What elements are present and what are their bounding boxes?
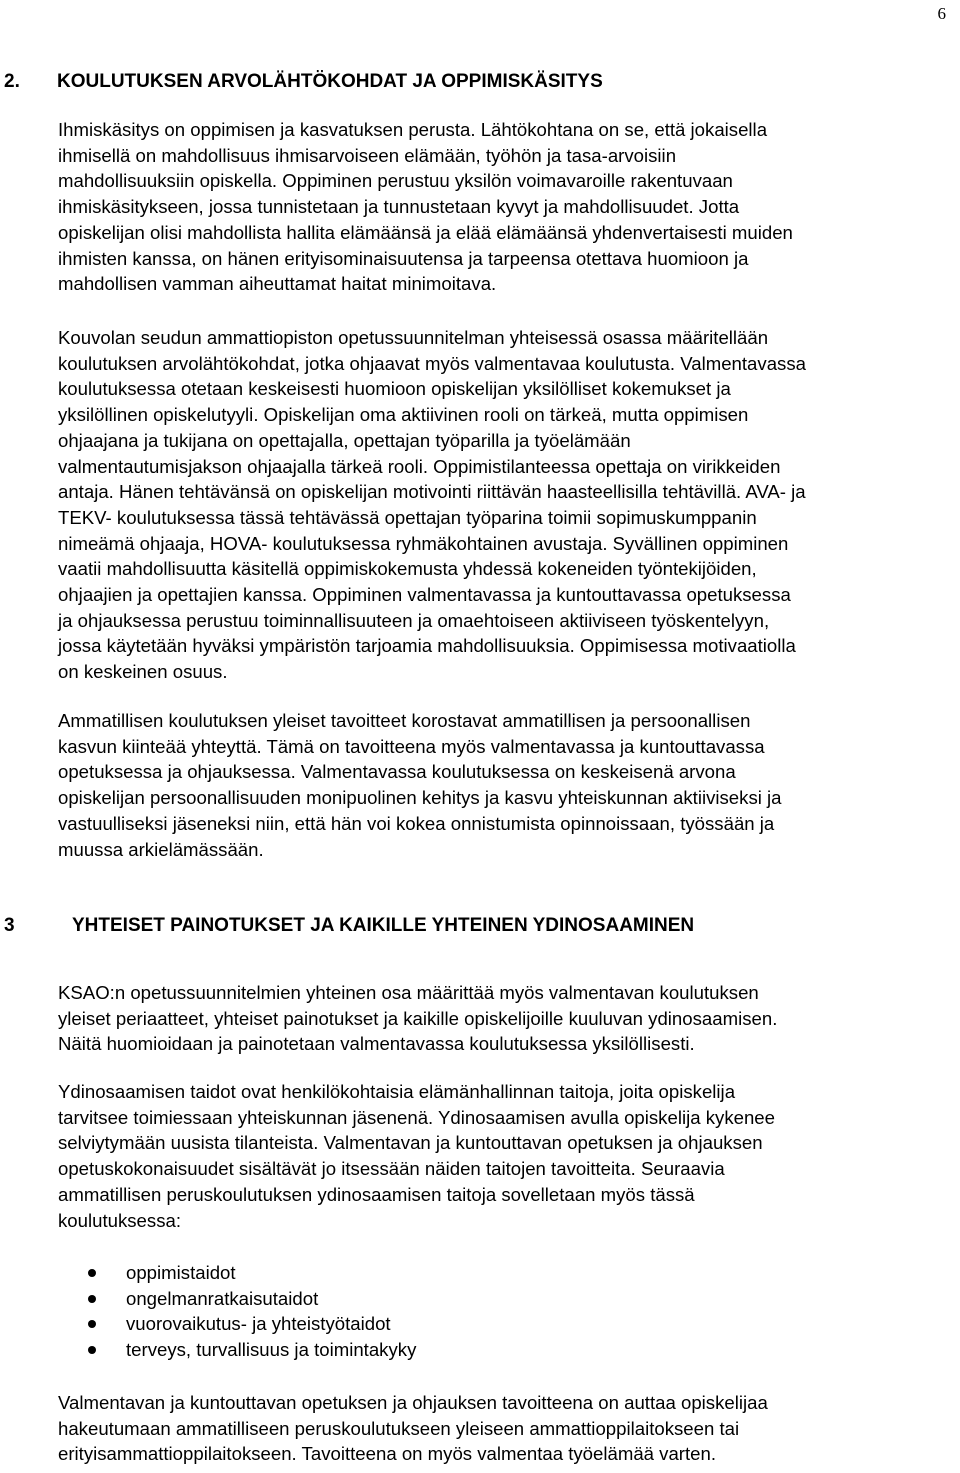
text-line: ihmisellä on mahdollisuus ihmisarvoiseen elämään, työhön ja tasa-arvoisiin [58, 144, 677, 166]
text-line: opetuskokonaisuudet sisältävät jo itsessään näiden taitojen tavoitteita. Seuraavia [58, 1158, 725, 1180]
section-3-paragraph-3 [58, 1390, 936, 1467]
text-line: mahdollisuuksiin opiskella. Oppiminen perustuu yksilön voimavaroille rakentuvaan [58, 170, 733, 192]
text-line: ohjaajien ja opettajien kanssa. Oppiminen valmentavassa ja kuntouttavassa opetuksessa [58, 584, 791, 606]
list-item [88, 1260, 416, 1286]
text-line: Ihmiskäsitys on oppimisen ja kasvatuksen perusta. Lähtökohtana on se, että jokaisella [58, 119, 768, 140]
text-line: ja ohjauksessa perustuu toiminnallisuuteen ja omaehtoiseen aktiiviseen työskentelyyn, [58, 609, 770, 631]
text-line: KSAO:n opetussuunnitelmien yhteinen osa määrittää myös valmentavan koulutuksen [58, 982, 759, 1003]
text-line: opiskelijan persoonallisuuden monipuolinen kehitys ja kasvu yhteiskunnan aktiiviseksi ja [58, 787, 782, 809]
bullet-icon [88, 1346, 96, 1354]
list-item [88, 1337, 416, 1363]
text-line: Kouvolan seudun ammattiopiston opetussuunnitelman yhteisessä osassa määritellään [58, 327, 769, 348]
section-2-paragraph-3 [58, 708, 936, 862]
list-item-text: vuorovaikutus- ja yhteistyötaidot [126, 1313, 391, 1335]
section-2-number: 2. [4, 71, 20, 92]
text-line: yksilöllinen opiskelutyyli. Opiskelijan oma aktiivinen rooli on tärkeä, mutta oppimisen [58, 404, 749, 426]
list-item [88, 1286, 416, 1312]
text-line: ohjaajana ja tukijana on opettajalla, opettajan työparilla ja työelämään [58, 429, 631, 451]
text-line: TEKV- koulutuksessa tässä tehtävässä opettajan työparina toimii sopimuskumppanin [58, 506, 757, 528]
text-line: yleiset periaatteet, yhteiset painotukset ja kaikille opiskelijoille kuuluvan ydinosaamisen. [58, 1007, 778, 1029]
text-line: tarvitsee toimiessaan yhteiskunnan jäsenenä. Ydinosaamisen avulla opiskelija kykenee [58, 1106, 775, 1128]
list-item [88, 1311, 416, 1337]
text-line: mahdollisen vamman aiheuttamat haitat minimoitava. [58, 273, 497, 295]
section-3-paragraph-2 [58, 1079, 936, 1233]
text-line: Ammatillisen koulutuksen yleiset tavoitteet korostavat ammatillisen ja persoonallisen [58, 710, 751, 731]
section-3-number: 3 [4, 915, 15, 936]
section-2-heading [4, 70, 603, 94]
text-line: ihmiskäsitykseen, jossa tunnistetaan ja tunnustetaan kyvyt ja mahdollisuudet. Jotta [58, 196, 740, 218]
text-line: nimeämä ohjaaja, HOVA- koulutuksessa ryhmäkohtainen avustaja. Syvällinen oppiminen [58, 532, 789, 554]
bullet-icon [88, 1320, 96, 1328]
text-line: muussa arkielämässään. [58, 838, 264, 860]
text-line: vaatii mahdollisuutta käsitellä oppimiskokemusta yhdessä kokeneiden työntekijöiden, [58, 558, 757, 580]
text-line: ihmisten kanssa, on hänen erityisominaisuutensa ja tarpeensa otettava huomioon ja [58, 247, 749, 269]
text-line: Näitä huomioidaan ja painotetaan valmentavassa koulutuksessa yksilöllisesti. [58, 1033, 695, 1055]
section-2-title: KOULUTUKSEN ARVOLÄHTÖKOHDAT JA OPPIMISKÄSITYS [57, 71, 603, 92]
section-2-paragraph-1 [58, 117, 936, 297]
section-3-title: YHTEISET PAINOTUKSET JA KAIKILLE YHTEINEN YDINOSAAMINEN [72, 915, 695, 936]
section-2-paragraph-2 [58, 325, 936, 685]
text-line: koulutuksessa: [58, 1209, 181, 1231]
text-line: valmentautumisjakson ohjaajalla tärkeä rooli. Oppimistilanteessa opettaja on virikkeiden [58, 455, 781, 477]
text-line: erityisammattioppilaitokseen. Tavoitteena on myös valmentaa työelämää varten. [58, 1443, 717, 1465]
section-3-paragraph-1 [58, 980, 936, 1057]
text-line: Valmentavan ja kuntouttavan opetuksen ja ohjauksen tavoitteena on auttaa opiskelijaa [58, 1392, 768, 1413]
bullet-icon [88, 1295, 96, 1303]
text-line: ammatillisen peruskoulutuksen ydinosaamisen taitoja sovelletaan myös tässä [58, 1183, 695, 1205]
list-item-text: terveys, turvallisuus ja toimintakyky [126, 1339, 417, 1361]
list-item-text: oppimistaidot [126, 1262, 236, 1283]
text-line: opetuksessa ja ohjauksessa. Valmentavassa koulutuksessa on keskeisenä arvona [58, 761, 736, 783]
page-number: 6 [937, 4, 946, 23]
section-3-heading [4, 914, 694, 938]
text-line: koulutuksen arvolähtökohdat, jotka ohjaavat myös valmentavaa koulutusta. Valmentavassa [58, 352, 806, 374]
text-line: jossa käytetään hyväksi ympäristön tarjoamia mahdollisuuksia. Oppimisessa motivaatiolla [58, 635, 796, 657]
list-item-text: ongelmanratkaisutaidot [126, 1287, 319, 1309]
text-line: vastuulliseksi jäseneksi niin, että hän voi kokea onnistumista opinnoissaan, työssään ja [58, 812, 775, 834]
bullet-icon [88, 1269, 96, 1277]
text-line: koulutuksessa otetaan keskeisesti huomioon opiskelijan yksilölliset kokemukset ja [58, 378, 731, 400]
text-line: on keskeinen osuus. [58, 661, 228, 683]
text-line: opiskelijan olisi mahdollista hallita elämäänsä ja elää elämäänsä yhdenvertaisesti muiden [58, 221, 793, 243]
text-line: hakeutumaan ammatilliseen peruskoulutukseen yleiseen ammattioppilaitokseen tai [58, 1417, 740, 1439]
text-line: kasvun kiinteää yhteyttä. Tämä on tavoitteena myös valmentavassa ja kuntouttavassa [58, 735, 765, 757]
core-skills-list [88, 1260, 416, 1363]
text-line: Ydinosaamisen taidot ovat henkilökohtaisia elämänhallinnan taitoja, joita opiskelija [58, 1081, 736, 1102]
text-line: selviytymään uusista tilanteista. Valmentavan ja kuntouttavan opetuksen ja ohjauksen [58, 1132, 763, 1154]
text-line: antaja. Hänen tehtävänsä on opiskelijan motivointi riittävän haasteellisilla tehtävillä. AVA- ja [58, 481, 806, 503]
